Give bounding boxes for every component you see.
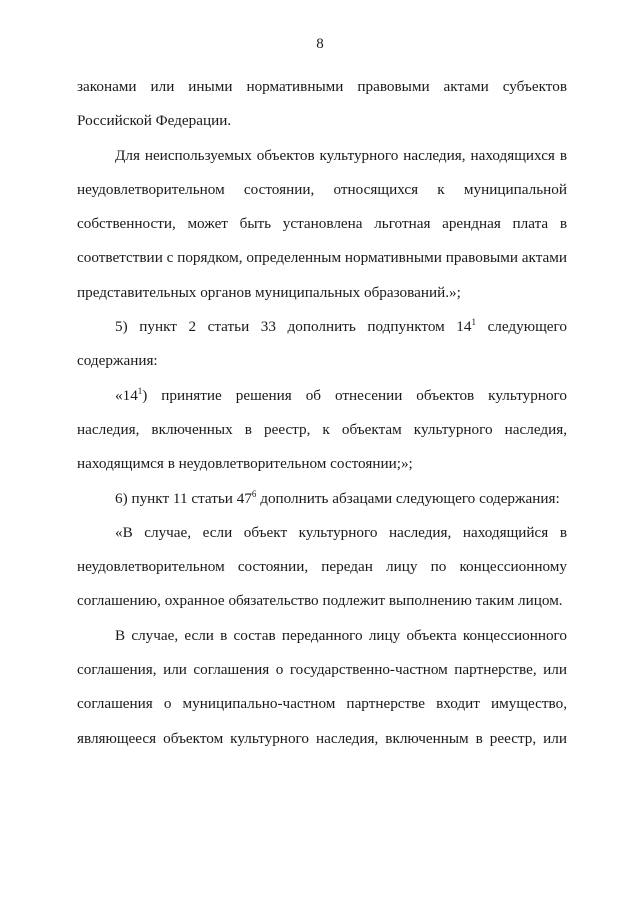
paragraph-4	[77, 379, 567, 482]
paragraph-7: В случае, если в состав переданного лицу объекта концессионного соглашения, или соглашения о государственно-частном партнерстве, или соглашения о муниципально-частном партнерстве входит имущество, являющееся объектом культурного наследия, включенным в реестр, или	[77, 626, 567, 747]
paragraph-3-text: 5) пункт 2 статьи 33 дополнить подпунктом 14	[115, 318, 472, 336]
paragraph-5	[77, 482, 567, 516]
paragraph-6: «В случае, если объект культурного наследия, находящийся в неудовлетворительном состоянии, передан лицу по концессионному соглашению, охранное обязательство подлежит выполнению таким лицом.	[77, 523, 567, 610]
paragraph-4-text: «14	[115, 386, 138, 404]
superscript: 1	[471, 317, 476, 328]
paragraph-1: законами или иными нормативными правовыми актами субъектов Российской Федерации.	[77, 78, 567, 130]
document-body	[77, 70, 567, 756]
paragraph-5-text: 6) пункт 11 статьи 47	[115, 489, 252, 507]
page-number: 8	[316, 36, 324, 52]
paragraph-3	[77, 310, 567, 379]
paragraph-3-text-end: следующего содержания:	[77, 318, 567, 370]
paragraph-5-text-end: дополнить абзацами следующего содержания:	[256, 489, 560, 507]
paragraph-4-text-end: ) принятие решения об отнесении объектов культурного наследия, включенных в реестр, к объектам культурного наследия, находящимся в неудовлетворительном состоянии;»;	[77, 386, 567, 473]
superscript: 6	[251, 488, 257, 499]
paragraph-2: Для неиспользуемых объектов культурного наследия, находящихся в неудовлетворительном состоянии, относящихся к муниципальной собственности, может быть установлена льготная арендная плата в соответствии с порядком, определенным нормативными правовыми актами представительных органов муниципальных образований.»;	[77, 146, 567, 301]
superscript: 1	[137, 385, 143, 396]
